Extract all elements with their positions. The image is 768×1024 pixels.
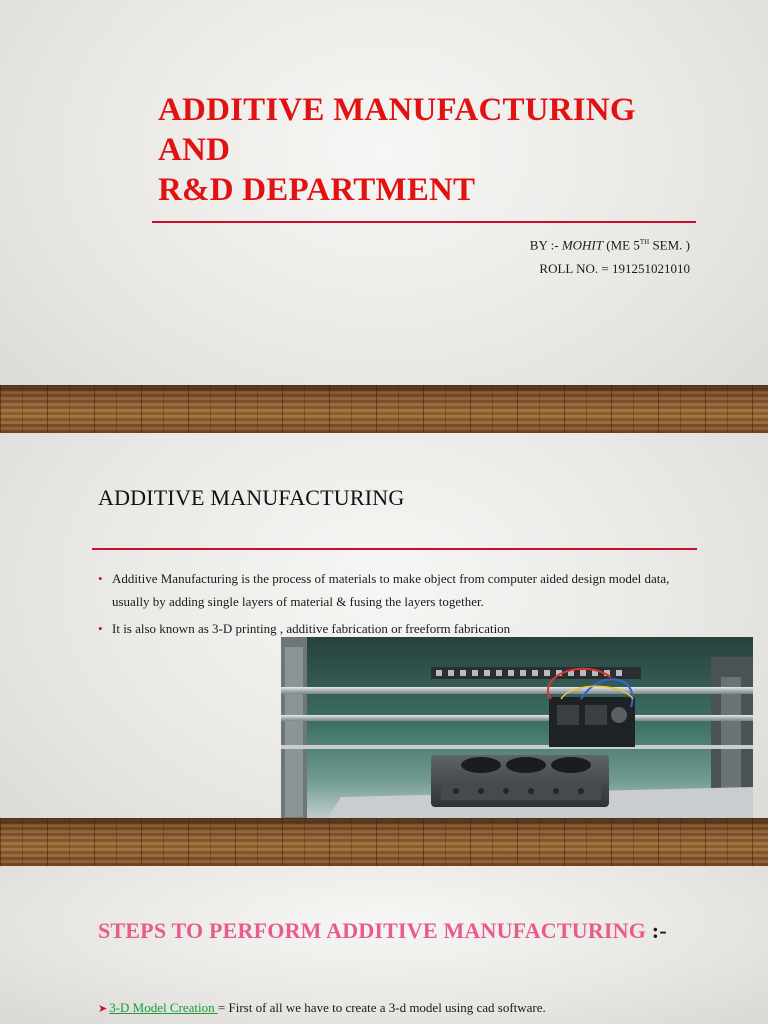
title-line-2: AND — [158, 132, 231, 168]
bullet-item-1 — [98, 567, 678, 613]
slide-title — [158, 90, 636, 210]
definition-slide — [0, 433, 768, 866]
course-sup: TH — [639, 238, 650, 246]
roll-number: ROLL NO. = 191251021010 — [539, 261, 690, 276]
byline — [530, 232, 690, 255]
photo-illustration — [281, 637, 753, 827]
course-close: SEM. ) — [652, 237, 690, 253]
author-name: MOHIT — [561, 237, 603, 253]
heading-text: STEPS TO PERFORM ADDITIVE MANUFACTURING — [98, 918, 647, 943]
bullet-list — [98, 567, 678, 644]
byline-prefix: BY :- — [529, 237, 559, 253]
heading-suffix: :- — [651, 918, 667, 943]
title-line-1: ADDITIVE MANUFACTURING — [158, 92, 636, 128]
steps-slide — [0, 866, 768, 1024]
step-link[interactable]: 3-D Model Creation — [109, 1000, 218, 1015]
arrow-bullet-icon: ➤ — [98, 1003, 108, 1015]
slide-heading — [98, 918, 667, 944]
bullet-icon: • — [98, 571, 103, 586]
step-text: = First of all we have to create a 3-d model using cad software. — [217, 1000, 546, 1015]
wood-floor — [0, 385, 768, 433]
title-divider — [152, 221, 696, 223]
3d-printer-photo — [281, 637, 753, 827]
heading-divider — [92, 548, 697, 550]
title-slide — [0, 0, 768, 433]
bullet-text: Additive Manufacturing is the process of materials to make object from computer aided design model data, usually by adding single layers of material & fusing the layers together. — [112, 571, 670, 609]
wood-floor — [0, 818, 768, 866]
step-item-1 — [98, 1000, 546, 1016]
bullet-text: It is also known as 3-D printing , additive fabrication or freeform fabrication — [112, 621, 511, 636]
course-open: (ME 5 — [606, 237, 640, 253]
slide-heading: ADDITIVE MANUFACTURING — [98, 485, 405, 510]
title-line-3: R&D DEPARTMENT — [158, 172, 476, 208]
bullet-icon: • — [98, 621, 103, 636]
